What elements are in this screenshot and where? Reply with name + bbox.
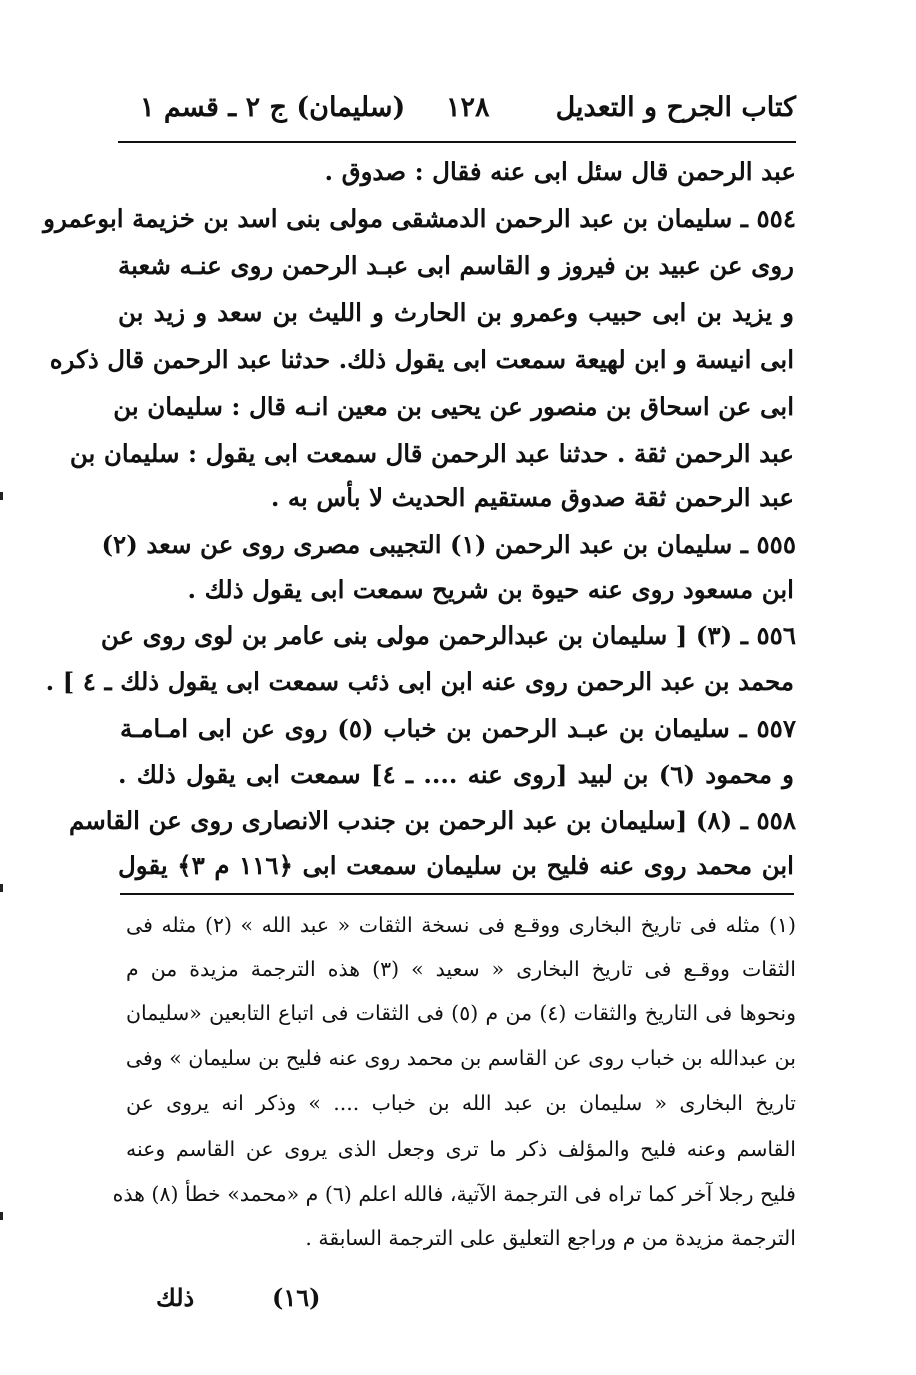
text-line: ابى عن اسحاق بن منصور عن يحيى بن معين انـه قال : سليمان بن bbox=[113, 392, 794, 421]
entry-558-line: ٥٥٨ ـ (٨) [سليمان بن عبد الرحمن بن جندب الانصارى روى عن القاسم bbox=[68, 806, 796, 835]
entry-554-line: ٥٥٤ ـ سليمان بن عبد الرحمن الدمشقى مولى بنى اسد بن خزيمة ابوعمرو bbox=[43, 204, 796, 233]
footnote-line: بن عبدالله بن خباب روى عن القاسم بن محمد روى عنه فليح بن سليمان » وفى bbox=[125, 1046, 796, 1070]
footnote-line: ونحوها فى التاريخ والثقات (٤) من م (٥) فى الثقات فى اتباع التابعين «سليمان bbox=[126, 1001, 796, 1025]
footnote-line: فليح رجلا آخر كما تراه فى الترجمة الآتية، فالله اعلم (٦) م «محمد» خطأ (٨) هذه bbox=[112, 1182, 796, 1206]
volume-label: (سليمان) ج ٢ ـ قسم ١ bbox=[140, 92, 406, 123]
header-rule bbox=[118, 141, 796, 143]
footnote-line: القاسم وعنه فليح والمؤلف ذكر ما ترى وجعل الذى يروى عن القاسم وعنه bbox=[126, 1137, 796, 1161]
margin-mark bbox=[0, 1212, 3, 1220]
footnote-line: تاريخ البخارى « سليمان بن عبد الله بن خباب .... » وذكر انه يروى عن bbox=[126, 1091, 796, 1115]
text-line: عبد الرحمن قال سئل ابى عنه فقال : صدوق . bbox=[324, 157, 796, 186]
footnote-line: الثقات ووقـع فى تاريخ البخارى « سعيد » (٣) هذه الترجمة مزيدة من م bbox=[126, 957, 796, 981]
footnote-rule bbox=[120, 893, 794, 895]
text-line: ابن مسعود روى عنه حيوة بن شريح سمعت ابى يقول ذلك . bbox=[187, 575, 794, 604]
text-line: ابى انيسة و ابن لهيعة سمعت ابى يقول ذلك. حدثنا عبد الرحمن قال ذكره bbox=[49, 345, 794, 374]
entry-557-line: ٥٥٧ ـ سليمان بن عبـد الرحمن بن خباب (٥) روى عن ابى امـامـة bbox=[120, 714, 796, 743]
text-line: و محمود (٦) بن لبيد [روى عنه .... ـ ٤] سمعت ابى يقول ذلك . bbox=[118, 760, 794, 789]
footnote-line: (١) مثله فى تاريخ البخارى ووقـع فى نسخة الثقات « عبد الله » (٢) مثله فى bbox=[126, 913, 796, 937]
entry-555-line: ٥٥٥ ـ سليمان بن عبد الرحمن (١) التجيبى مصرى روى عن سعد (٢) bbox=[101, 530, 796, 559]
margin-mark bbox=[0, 884, 3, 892]
text-line: محمد بن عبد الرحمن روى عنه ابن ابى ذئب سمعت ابى يقول ذلك ـ ٤ ] . bbox=[45, 667, 794, 696]
page-number: ١٢٨ bbox=[446, 92, 490, 123]
margin-mark bbox=[0, 492, 3, 500]
catchword: ذلك bbox=[156, 1283, 195, 1312]
entry-556-line: ٥٥٦ ـ (٣) [ سليمان بن عبدالرحمن مولى بنى عامر بن لوى روى عن bbox=[100, 621, 796, 650]
text-line: و يزيد بن ابى حبيب وعمرو بن الحارث و الليث بن سعد و زيد بن bbox=[118, 298, 794, 327]
text-line: عبد الرحمن ثقة صدوق مستقيم الحديث لا بأس به . bbox=[270, 483, 794, 512]
signature-mark: (١٦) bbox=[272, 1283, 321, 1312]
book-title: كتاب الجرح و التعديل bbox=[555, 92, 796, 123]
text-line: روى عن عبيد بن فيروز و القاسم ابى عبـد الرحمن روى عنـه شعبة bbox=[118, 251, 794, 280]
text-line: عبد الرحمن ثقة . حدثنا عبد الرحمن قال سمعت ابى يقول : سليمان بن bbox=[69, 439, 794, 468]
running-header bbox=[118, 84, 796, 134]
text-line: ابن محمد روى عنه فليح بن سليمان سمعت ابى ﴿١١٦ م ٣﴾ يقول bbox=[118, 851, 794, 880]
footnote-line: الترجمة مزيدة من م وراجع التعليق على الترجمة السابقة . bbox=[305, 1226, 796, 1250]
